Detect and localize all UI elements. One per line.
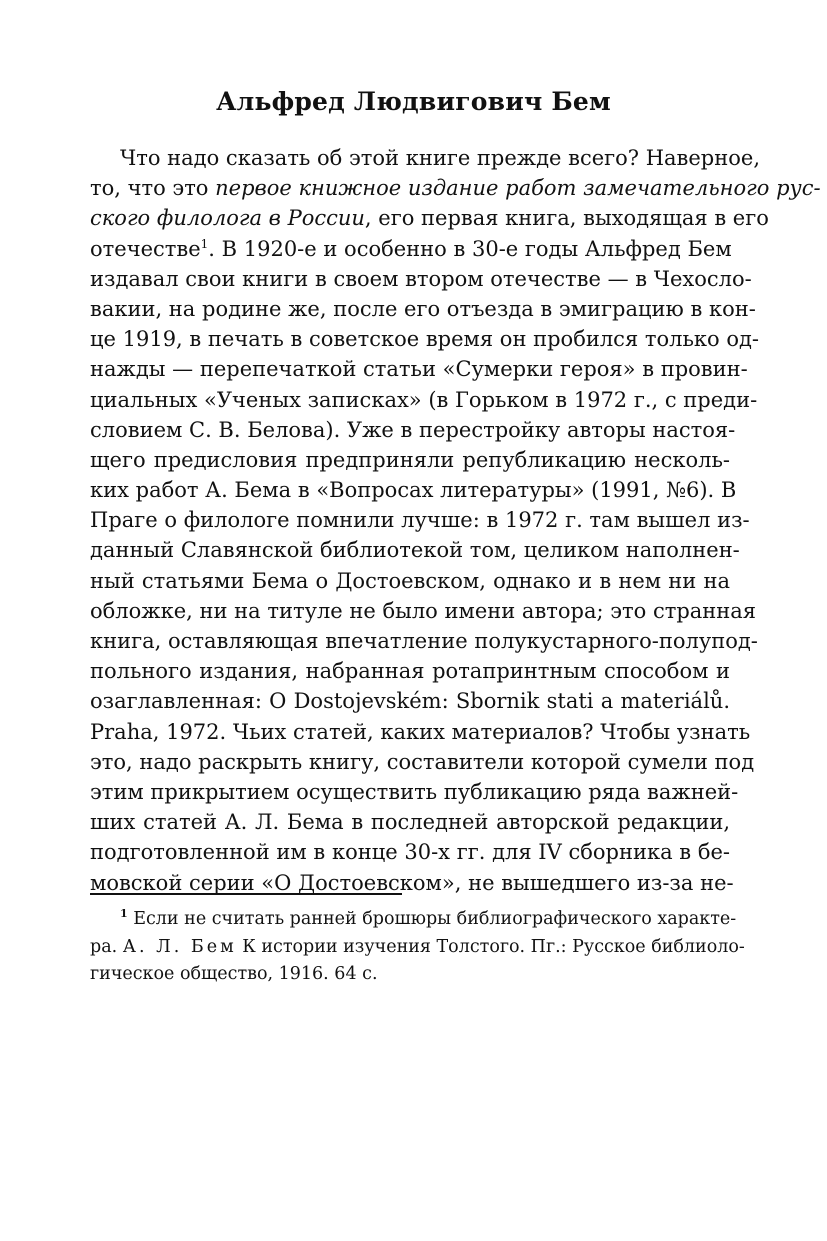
text-line: ких работ А. Бема в «Вопросах литературы» (1991, №6). В	[90, 478, 737, 503]
main-paragraph	[90, 143, 821, 898]
text-line: циальных «Ученых записках» (в Горьком в 1972 г., с преди-	[90, 387, 758, 412]
text-line: книга, оставляющая впечатление полукустарного-полупод-	[90, 629, 758, 653]
text-line: данный Славянской библиотекой том, целиком наполнен-	[90, 538, 740, 563]
text-segment: Если не считать ранней брошюры библиографического характе-	[133, 909, 737, 929]
text-segment: , его первая книга, выходящая в его	[364, 206, 769, 231]
footnote	[90, 906, 745, 989]
text-line: подготовленной им в конце 30-х гг. для IV сборника в бе-	[90, 840, 730, 865]
footnote-reference: 1	[200, 236, 209, 251]
text-line	[90, 234, 730, 264]
text-line: озаглавленная: O Dostojevském: Sbornik stati a materiálů.	[90, 689, 730, 714]
text-line: Что надо сказать об этой книге прежде всего? Наверное,	[120, 146, 760, 170]
text-line	[90, 203, 769, 233]
text-line: ших статей А. Л. Бема в последней авторской редакции,	[90, 810, 730, 835]
text-line: це 1919, в печать в советское время он пробился только од-	[90, 327, 760, 352]
text-line: Праге о филологе помнили лучше: в 1972 г. там вышел из-	[90, 508, 750, 533]
text-segment: ра.	[90, 936, 123, 957]
text-segment: отечестве	[90, 236, 201, 261]
text-line: издавал свои книги в своем втором отечестве — в Чехосло-	[90, 266, 752, 291]
text-segment: . В 1920-е и особенно в 30-е годы Альфред Бем	[208, 236, 732, 261]
footnote-number: 1	[120, 907, 128, 921]
text-line: Praha, 1972. Чьих статей, каких материалов? Чтобы узнать	[90, 719, 751, 744]
text-line: вакии, на родине же, после его отъезда в эмиграцию в кон-	[90, 296, 756, 321]
text-line	[90, 173, 821, 203]
text-line: щего предисловия предприняли републикацию несколь-	[90, 447, 730, 472]
text-segment: К истории изучения Толстого. Пг.: Русское библиоло-	[236, 936, 745, 957]
text-line: польного издания, набранная ротапринтным способом и	[90, 659, 730, 684]
text-line: этим прикрытием осуществить публикацию ряда важней-	[90, 779, 739, 804]
italic-emphasis: ского филолога в России	[90, 206, 365, 231]
text-line: обложке, ни на титуле не было имени автора; это странная	[90, 598, 757, 623]
text-segment: то, что это	[90, 176, 216, 201]
text-line: это, надо раскрыть книгу, составители которой сумели под	[90, 749, 755, 774]
footnote-line	[90, 906, 737, 934]
text-line: мовской серии «О Достоевском», не вышедшего из-за не-	[90, 870, 734, 895]
text-line: словием С. В. Белова). Уже в перестройку авторы настоя-	[90, 417, 736, 442]
author-name: А. Л. Бем	[122, 936, 237, 957]
page-title: Альфред Людвигович Бем	[216, 87, 611, 116]
footnote-line	[90, 934, 745, 962]
footnote-separator	[90, 893, 402, 895]
text-line: нажды — перепечаткой статьи «Сумерки героя» в провин-	[90, 357, 748, 382]
italic-emphasis: первое книжное издание работ замечательного рус-	[215, 176, 821, 201]
footnote-line: гическое общество, 1916. 64 с.	[90, 964, 378, 984]
text-line: ный статьями Бема о Достоевском, однако и в нем ни на	[90, 568, 730, 593]
